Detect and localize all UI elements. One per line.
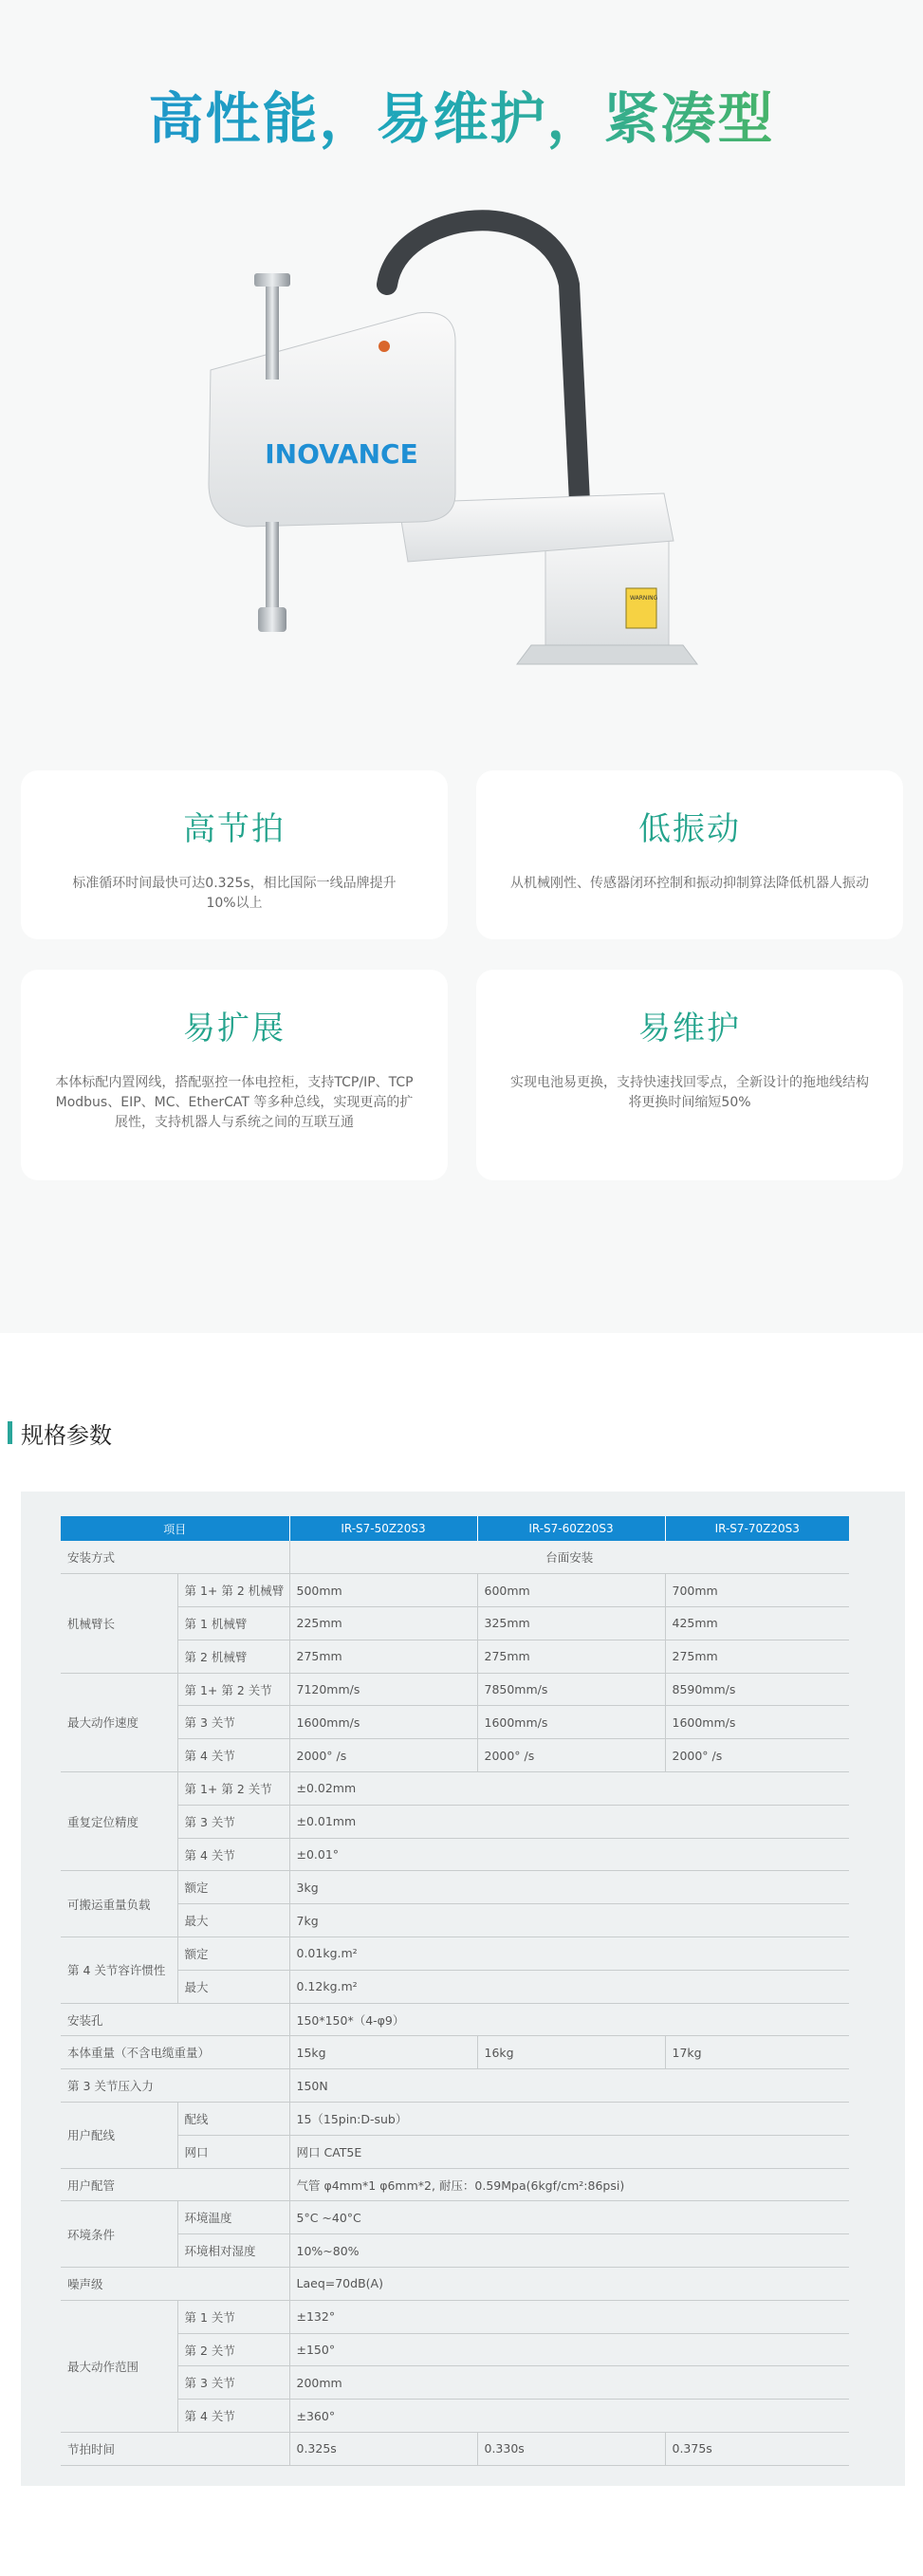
table-row [61,1673,849,1706]
spec-label: 第 3 关节压入力 [61,2069,289,2103]
spec-label: 本体重量（不含电缆重量） [61,2036,289,2069]
spec-value: 225mm [289,1607,477,1640]
feature-card-extensible [21,970,448,1180]
table-row [61,2036,849,2069]
feature-description: 实现电池易更换，支持快速找回零点，全新设计的拖地线结构将更换时间缩短50% [510,1075,869,1110]
spec-value: 700mm [665,1574,849,1607]
table-row [61,1805,849,1838]
spec-sublabel: 第 1+ 第 2 关节 [177,1673,289,1706]
spec-sublabel: 网口 [177,2135,289,2168]
spec-value: 2000° /s [289,1739,477,1772]
spec-sublabel: 第 2 关节 [177,2333,289,2366]
table-row [61,2268,849,2301]
spec-sublabel: 第 1+ 第 2 机械臂 [177,1574,289,1607]
spec-value: 台面安装 [289,1541,849,1574]
spec-label: 噪声级 [61,2268,289,2301]
spec-sublabel: 第 1+ 第 2 关节 [177,1772,289,1806]
heading-accent-bar [8,1421,12,1444]
feature-description: 标准循环时间最快可达0.325s，相比国际一线品牌提升10%以上 [72,876,397,911]
spec-value: 150N [289,2069,849,2103]
spec-label: 环境条件 [61,2201,177,2268]
table-row [61,1574,849,1607]
spec-value: 5°C ~40°C [289,2201,849,2234]
feature-title: 易维护 [638,1010,741,1047]
spec-label: 重复定位精度 [61,1772,177,1871]
header-item: 项目 [61,1516,289,1541]
spec-value: 10%~80% [289,2234,849,2268]
spec-label: 用户配线 [61,2103,177,2169]
spec-sublabel: 第 4 关节 [177,1739,289,1772]
table-row [61,2300,849,2333]
table-row [61,2003,849,2036]
table-row [61,2333,849,2366]
spec-value: ±150° [289,2333,849,2366]
spec-label: 可搬运重量负载 [61,1871,177,1937]
spec-value: Laeq=70dB(A) [289,2268,849,2301]
spec-value: ±0.01° [289,1838,849,1871]
spec-sublabel: 第 4 关节 [177,1838,289,1871]
spec-value: 17kg [665,2036,849,2069]
spec-sublabel: 最大 [177,1970,289,2003]
spec-label: 用户配管 [61,2168,289,2201]
spec-value: 8590mm/s [665,1673,849,1706]
spec-value: 425mm [665,1607,849,1640]
spec-sublabel: 配线 [177,2103,289,2136]
table-row [61,2433,849,2466]
spec-sublabel: 环境温度 [177,2201,289,2234]
spec-value: 150*150*（4-φ9） [289,2003,849,2036]
feature-description: 从机械刚性、传感器闭环控制和振动抑制算法降低机器人振动 [510,876,869,891]
table-row [61,2168,849,2201]
table-row [61,1541,849,1574]
spec-sublabel: 第 1 机械臂 [177,1607,289,1640]
table-row [61,2400,849,2433]
spec-value: 3kg [289,1871,849,1904]
spec-value: 0.01kg.m² [289,1937,849,1971]
spec-value: 0.330s [477,2433,665,2466]
table-row [61,2201,849,2234]
table-row [61,1607,849,1640]
spec-value: 0.325s [289,2433,477,2466]
spec-section-title: 规格参数 [21,1421,112,1449]
spec-value: 15kg [289,2036,477,2069]
spec-value: 200mm [289,2366,849,2400]
spec-value: 1600mm/s [289,1706,477,1739]
spec-table [61,1516,849,2466]
page-headline: 高性能，易维护，紧凑型 [0,74,923,154]
spec-sublabel: 最大 [177,1904,289,1937]
feature-card-low-vibration [476,770,903,939]
spec-value: 气管 φ4mm*1 φ6mm*2, 耐压：0.59Mpa(6kgf/cm²:86psi) [289,2168,849,2201]
feature-title: 低振动 [638,810,741,848]
spec-value: ±132° [289,2300,849,2333]
spec-label: 第 4 关节容许惯性 [61,1937,177,2004]
spec-label: 最大动作速度 [61,1673,177,1771]
spec-value: 16kg [477,2036,665,2069]
svg-text:WARNING: WARNING [630,595,658,602]
table-row [61,2366,849,2400]
spec-value: 275mm [289,1640,477,1673]
table-row [61,2234,849,2268]
feature-title: 易扩展 [183,1010,286,1047]
header-model-60: IR-S7-60Z20S3 [477,1516,665,1541]
spec-label: 节拍时间 [61,2433,289,2466]
table-row [61,2103,849,2136]
spec-sublabel: 第 4 关节 [177,2400,289,2433]
spec-sublabel: 第 3 关节 [177,2366,289,2400]
spec-value: ±360° [289,2400,849,2433]
svg-text:INOVANCE: INOVANCE [265,438,418,470]
table-row [61,1937,849,1971]
table-row [61,1739,849,1772]
spec-value: 0.375s [665,2433,849,2466]
table-row [61,2135,849,2168]
spec-value: 15（15pin:D-sub） [289,2103,849,2136]
feature-description: 本体标配内置网线，搭配驱控一体电控柜，支持TCP/IP、TCP Modbus、EIP、MC、EtherCAT 等多种总线，实现更高的扩展性，支持机器人与系统之间的互联互通 [55,1075,414,1130]
spec-value: 600mm [477,1574,665,1607]
spec-value: 7120mm/s [289,1673,477,1706]
spec-value: 7kg [289,1904,849,1937]
spec-label: 安装方式 [61,1541,289,1574]
spec-label: 安装孔 [61,2003,289,2036]
spec-value: 1600mm/s [665,1706,849,1739]
spec-value: 325mm [477,1607,665,1640]
spec-value: ±0.02mm [289,1772,849,1806]
feature-title: 高节拍 [183,810,286,848]
spec-value: 2000° /s [477,1739,665,1772]
spec-sublabel: 第 3 关节 [177,1805,289,1838]
table-row [61,1640,849,1673]
table-row [61,1706,849,1739]
spec-table-header-row [61,1516,849,1541]
table-row [61,1871,849,1904]
feature-card-high-speed [21,770,448,939]
header-model-50: IR-S7-50Z20S3 [289,1516,477,1541]
spec-sublabel: 额定 [177,1871,289,1904]
spec-sublabel: 第 2 机械臂 [177,1640,289,1673]
spec-value: 275mm [665,1640,849,1673]
spec-value: 1600mm/s [477,1706,665,1739]
feature-card-maintainable [476,970,903,1180]
header-model-70: IR-S7-70Z20S3 [665,1516,849,1541]
table-row [61,1904,849,1937]
spec-value: 275mm [477,1640,665,1673]
spec-label: 机械臂长 [61,1574,177,1673]
spec-section-heading [8,1420,112,1449]
spec-value: ±0.01mm [289,1805,849,1838]
spec-value: 网口 CAT5E [289,2135,849,2168]
table-row [61,1970,849,2003]
spec-value: 7850mm/s [477,1673,665,1706]
spec-value: 500mm [289,1574,477,1607]
spec-table-panel [21,1492,905,2486]
spec-sublabel: 额定 [177,1937,289,1971]
table-row [61,2069,849,2103]
spec-sublabel: 第 1 关节 [177,2300,289,2333]
spec-label: 最大动作范围 [61,2300,177,2432]
table-row [61,1772,849,1806]
spec-sublabel: 环境相对湿度 [177,2234,289,2268]
scara-robot-image [171,209,759,702]
spec-value: 0.12kg.m² [289,1970,849,2003]
spec-value: 2000° /s [665,1739,849,1772]
spec-sublabel: 第 3 关节 [177,1706,289,1739]
table-row [61,1838,849,1871]
